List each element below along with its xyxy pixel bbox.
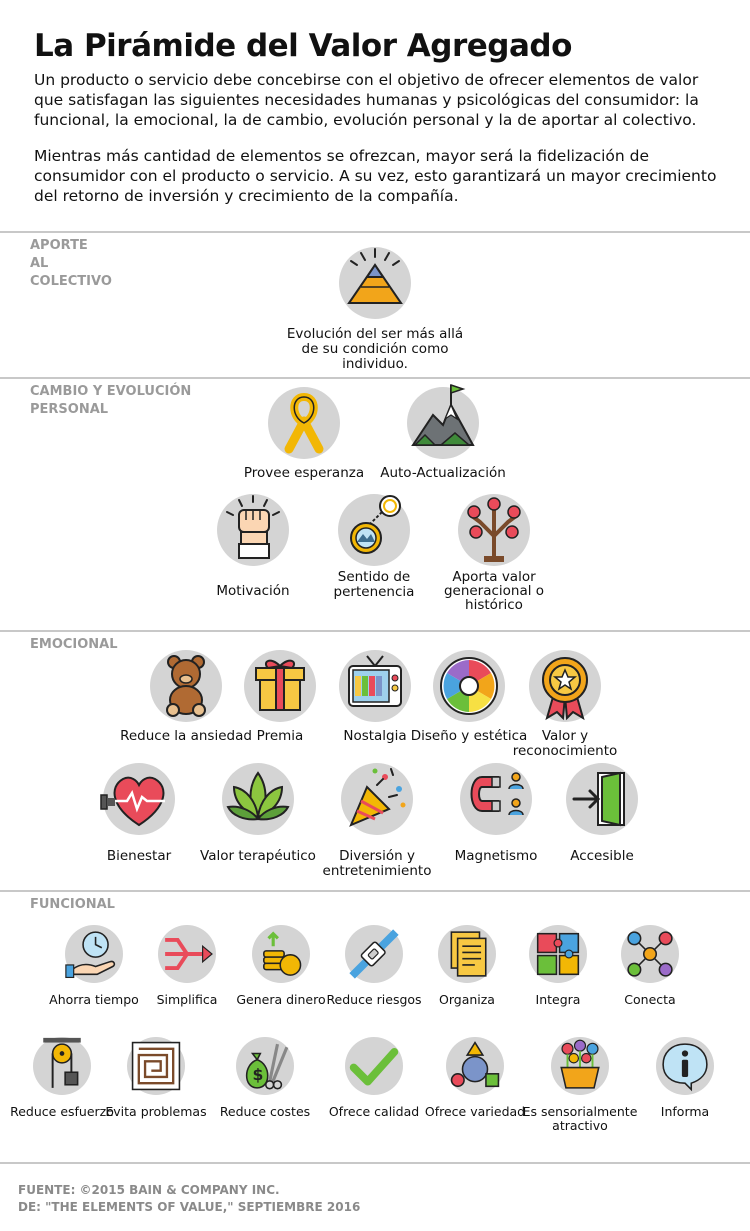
element-label: Diseño y estética (410, 728, 528, 744)
element-evolucion-del-ser (286, 247, 464, 372)
element-label: Diversión y entretenimiento (322, 848, 432, 879)
element-label: Valor terapéutico (200, 848, 316, 864)
element-label: Genera dinero (236, 992, 326, 1007)
section-divider (0, 377, 750, 379)
mountain-flag-icon (411, 391, 475, 455)
svg-text:$: $ (252, 1066, 264, 1085)
element-label: Sentido de pertenencia (333, 569, 415, 600)
section-divider (0, 231, 750, 233)
maze-icon (131, 1041, 181, 1091)
network-icon (625, 929, 675, 979)
intro-paragraph-2: Mientras más cantidad de elementos se ofrezcan, mayor será la fidelización de consumidor con el producto o servicio. A su vez, esto garantizará un mayor crecimiento del retorno de inversión y crecimiento de la compañía. (34, 147, 717, 205)
family-tree-icon (462, 498, 526, 562)
lotus-icon (226, 767, 290, 831)
element-label: Motivación (216, 583, 290, 599)
merge-arrows-icon (162, 929, 212, 979)
element-label: Reduce riesgos (326, 992, 422, 1007)
shapes-icon (450, 1041, 500, 1091)
element-label: Informa (660, 1104, 710, 1119)
medal-icon (533, 654, 597, 718)
element-provee-esperanza (229, 387, 379, 481)
element-label: Nostalgia (343, 728, 407, 744)
section-label-emocional: EMOCIONAL (30, 637, 118, 652)
pulley-icon (37, 1041, 87, 1091)
element-label: Ofrece calidad (328, 1104, 420, 1119)
element-label: Organiza (439, 992, 495, 1007)
source-credit (18, 1182, 360, 1216)
element-auto-actualizacion (368, 387, 518, 481)
fist-icon (221, 498, 285, 562)
info-icon (660, 1041, 710, 1091)
section-label-funcional: FUNCIONAL (30, 897, 115, 912)
section-divider (0, 1162, 750, 1164)
section-divider (0, 630, 750, 632)
element-conecta (575, 925, 725, 1007)
element-label: Reduce la ansiedad (120, 728, 252, 744)
element-accesible (527, 763, 677, 864)
element-valor-y-reconocimiento (490, 650, 640, 759)
element-label: Auto-Actualización (380, 465, 506, 481)
element-label: Valor y reconocimiento (512, 728, 618, 759)
magnet-icon (464, 767, 528, 831)
element-label: Provee esperanza (243, 465, 365, 481)
flower-pot-icon (555, 1041, 605, 1091)
ribbon-icon (279, 391, 329, 455)
page-title: La Pirámide del Valor Agregado (34, 28, 572, 64)
element-label: Bienestar (106, 848, 172, 864)
element-label: Simplifica (156, 992, 218, 1007)
element-label: Reduce costes (219, 1104, 311, 1119)
source-line-1: FUENTE: ©2015 BAIN & COMPANY INC. (18, 1183, 280, 1197)
element-label: Accesible (570, 848, 634, 864)
pyramid-icon (343, 251, 407, 315)
intro-paragraph-1: Un producto o servicio debe concebirse con el objetivo de ofrecer elementos de valor que satisfagan las siguientes necesidades humanas y psicológicas del consumidor: la funcional, la emocional, la de cambio, evolución personal y la de aportar al colectivo. (34, 71, 699, 129)
heart-dumbbell-icon (107, 767, 171, 831)
element-label: Ofrece variedad (424, 1104, 526, 1119)
locket-icon (342, 498, 406, 562)
element-label: Evolución del ser más allá de su condición como individuo. (286, 326, 464, 372)
element-informa (610, 1037, 750, 1119)
source-line-2: DE: "THE ELEMENTS OF VALUE," SEPTIEMBRE 2016 (18, 1200, 361, 1214)
element-label: Magnetismo (454, 848, 538, 864)
element-label: Premia (256, 728, 304, 744)
section-label-cambio: CAMBIO Y EVOLUCIÓN PERSONAL (30, 384, 192, 417)
money-bag-scissors-icon (240, 1041, 290, 1091)
section-label-aporte: APORTE AL COLECTIVO (30, 238, 112, 289)
element-label: Es sensorialmente atractivo (522, 1104, 638, 1133)
party-popper-icon (345, 767, 409, 831)
element-label: Reduce esfuerzo (10, 1104, 114, 1119)
element-aporta-valor-generacional (419, 494, 569, 612)
element-label: Evita problemas (105, 1104, 207, 1119)
element-label: Aporta valor generacional o histórico (443, 569, 545, 613)
door-enter-icon (570, 767, 634, 831)
section-divider (0, 890, 750, 892)
element-label: Ahorra tiempo (49, 992, 139, 1007)
element-label: Integra (535, 992, 581, 1007)
element-label: Conecta (624, 992, 676, 1007)
checkmark-icon (349, 1041, 399, 1091)
